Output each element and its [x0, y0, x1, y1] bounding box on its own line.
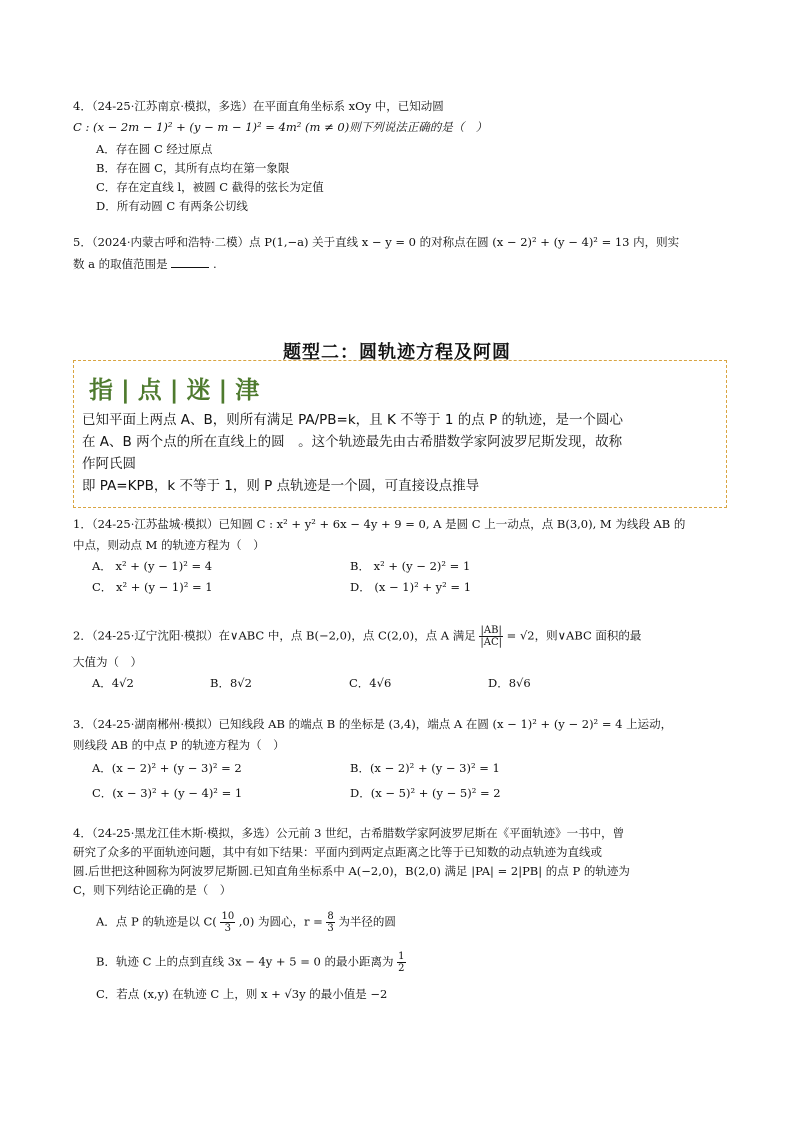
q4-option-b: B．存在圆 C，其所有点均在第一象限: [96, 161, 290, 175]
b2-q3-option-b: B．(x − 2)² + (y − 3)² = 1: [350, 761, 500, 775]
b2-q4-stem-line3: 圆.后世把这种圆称为阿波罗尼斯圆.已知直角坐标系中 A(−2,0)，B(2,0) 满足 |PA| = 2|PB| 的点 P 的轨迹为: [73, 864, 630, 878]
b2-q4-option-a: [96, 911, 396, 934]
b2-q2-stem-line2: 大值为（ ）: [73, 655, 142, 669]
b2-q1-option-a: A． x² + (y − 1)² = 4: [92, 559, 213, 573]
tip-separator: |: [218, 376, 230, 404]
tip-separator: |: [169, 376, 181, 404]
b2-q4-a-frac1-den: 3: [224, 923, 231, 934]
b2-q4-a-post: 为半径的圆: [338, 914, 396, 929]
tip-char-2: 点: [137, 376, 164, 404]
q4-stem-line1: 4．（24-25·江苏南京·模拟，多选）在平面直角坐标系 xOy 中，已知动圆: [73, 99, 444, 113]
b2-q4-b-frac-den: 2: [398, 963, 405, 974]
b2-q4-stem-line4: C，则下列结论正确的是（ ）: [73, 883, 232, 897]
tip-char-3: 迷: [186, 376, 213, 404]
b2-q4-option-c: C．若点 (x,y) 在轨迹 C 上，则 x + √3y 的最小值是 −2: [96, 987, 388, 1001]
tip-separator: |: [121, 376, 132, 404]
b2-q2-frac-num: |AB|: [480, 625, 502, 636]
b2-q3-option-c: C．(x − 3)² + (y − 4)² = 1: [92, 786, 243, 800]
b2-q2-stem-line1: [73, 625, 641, 648]
tip-char-1: 指: [89, 376, 115, 404]
b2-q2-stem-pre: 2．（24-25·辽宁沈阳·模拟）在∨ABC 中，点 B(−2,0)，点 C(2,0)，点 A 满足: [73, 628, 476, 643]
b2-q4-a-mid: ,0) 为圆心，r =: [238, 914, 323, 929]
b2-q4-a-frac-1: [220, 911, 235, 934]
b2-q3-option-d: D．(x − 5)² + (y − 5)² = 2: [350, 786, 501, 800]
section-title: 题型二：圆轨迹方程及阿圆: [283, 342, 511, 363]
q4-option-c: C．存在定直线 l，被圆 C 截得的弦长为定值: [96, 180, 324, 194]
b2-q2-option-a: A．4√2: [92, 676, 134, 690]
b2-q1-stem-line2: 中点，则动点 M 的轨迹方程为（ ）: [73, 538, 265, 552]
b2-q4-a-frac2-num: 8: [327, 911, 334, 922]
b2-q4-stem-line2: 研究了众多的平面轨迹问题，其中有如下结果：平面内到两定点距离之比等于已知数的动点轨迹为直线或: [73, 845, 602, 859]
tip-text-line2: 在 A、B 两个点的所在直线上的圆 。这个轨迹最先由古希腊数学家阿波罗尼斯发现，故称: [82, 434, 623, 450]
b2-q1-option-c: C． x² + (y − 1)² = 1: [92, 580, 213, 594]
q4-option-a: A．存在圆 C 经过原点: [96, 142, 213, 156]
q5-line2-end: .: [212, 257, 217, 271]
b2-q2-stem-post: = √2，则∨ABC 面积的最: [506, 628, 642, 643]
b2-q1-stem-line1: 1．（24-25·江苏盐城·模拟）已知圆 C : x² + y² + 6x − 4y + 9 = 0, A 是圆 C 上一动点，点 B(3,0), M 为线段 AB 的: [73, 517, 686, 531]
b2-q2-ratio-fraction: [479, 625, 503, 648]
tip-text-line4: 即 PA=KPB，k 不等于 1，则 P 点轨迹是一个圆，可直接设点推导: [82, 478, 480, 494]
b2-q2-option-d: D．8√6: [488, 676, 531, 690]
q5-stem-line1: 5．（2024·内蒙古呼和浩特·二模）点 P(1,−a) 关于直线 x − y = 0 的对称点在圆 (x − 2)² + (y − 4)² = 13 内，则实: [73, 235, 680, 249]
b2-q2-option-b: B．8√2: [210, 676, 252, 690]
b2-q4-a-frac-2: [326, 911, 334, 934]
tip-heading: [89, 370, 261, 405]
q4-option-d: D．所有动圆 C 有两条公切线: [96, 199, 248, 213]
b2-q4-stem-line1: 4．（24-25·黑龙江佳木斯·模拟，多选）公元前 3 世纪，古希腊数学家阿波罗尼斯在《平面轨迹》一书中，曾: [73, 826, 625, 840]
b2-q3-stem-line2: 则线段 AB 的中点 P 的轨迹方程为（ ）: [73, 738, 285, 752]
b2-q4-a-frac1-num: 10: [221, 911, 235, 922]
tip-char-4: 津: [235, 376, 262, 404]
b2-q4-b-frac-num: 1: [398, 951, 405, 962]
q5-answer-blank[interactable]: [171, 256, 209, 268]
b2-q4-b-frac: [397, 951, 405, 974]
b2-q4-option-b: [96, 951, 406, 974]
b2-q4-b-pre: B．轨迹 C 上的点到直线 3x − 4y + 5 = 0 的最小距离为: [96, 954, 394, 969]
b2-q4-a-pre: A．点 P 的轨迹是以 C(: [96, 914, 217, 929]
tip-text-line3: 作阿氏圆: [82, 456, 136, 472]
q4-stem-line2: C : (x − 2m − 1)² + (y − m − 1)² = 4m² (m ≠ 0)则下列说法正确的是（ ）: [73, 120, 488, 134]
b2-q1-option-b: B． x² + (y − 2)² = 1: [350, 559, 471, 573]
b2-q4-a-frac2-den: 3: [327, 923, 334, 934]
b2-q3-stem-line1: 3．（24-25·湖南郴州·模拟）已知线段 AB 的端点 B 的坐标是 (3,4)，端点 A 在圆 (x − 1)² + (y − 2)² = 4 上运动，: [73, 717, 673, 731]
tip-text-line1: 已知平面上两点 A、B，则所有满足 PA/PB=k，且 K 不等于 1 的点 P 的轨迹，是一个圆心: [82, 412, 624, 428]
b2-q2-frac-den: |AC|: [480, 637, 502, 648]
b2-q2-option-c: C．4√6: [349, 676, 392, 690]
b2-q3-option-a: A．(x − 2)² + (y − 3)² = 2: [92, 761, 242, 775]
q5-line2-text: 数 a 的取值范围是: [73, 257, 168, 271]
q5-stem-line2: [73, 256, 217, 272]
b2-q1-option-d: D． (x − 1)² + y² = 1: [350, 580, 472, 594]
